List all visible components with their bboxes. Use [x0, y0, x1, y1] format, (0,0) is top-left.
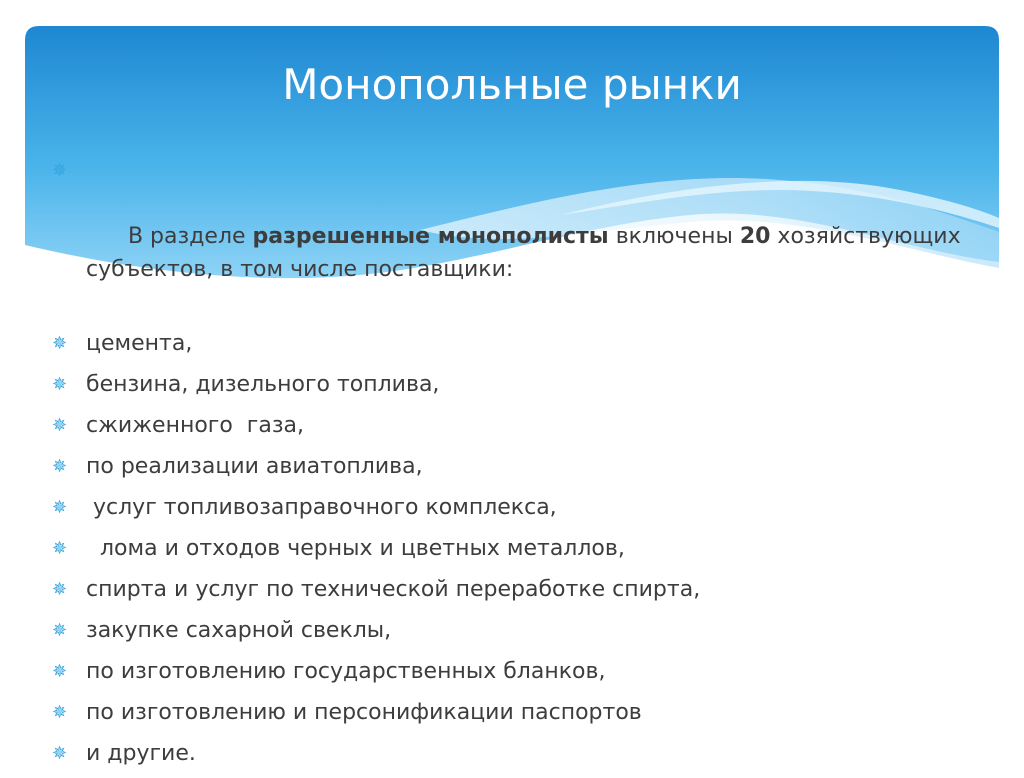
- list-item: [52, 614, 982, 647]
- list-item-text: по изготовлению и персонификации паспортов: [86, 700, 642, 725]
- list-item-text: лома и отходов черных и цветных металлов,: [86, 536, 625, 561]
- asterisk-bullet-icon: ✵: [52, 160, 68, 181]
- list-item-text: по изготовлению государственных бланков,: [86, 659, 606, 684]
- intro-text-1: В разделе: [127, 224, 253, 249]
- slide-title: Монопольные рынки: [282, 60, 742, 109]
- intro-text-3: хозяйствующих субъектов, в том числе поставщики:: [86, 224, 968, 282]
- list-item-text: сжиженного газа,: [86, 413, 305, 438]
- list-item-text: спирта и услуг по технической переработке спирта,: [86, 577, 701, 602]
- list-item: [52, 409, 982, 442]
- list-item: [52, 655, 982, 688]
- asterisk-bullet-icon: ✵: [52, 702, 68, 723]
- asterisk-bullet-icon: ✵: [52, 743, 68, 764]
- list-item-text: бензина, дизельного топлива,: [86, 372, 440, 397]
- asterisk-bullet-icon: ✵: [52, 538, 68, 559]
- asterisk-bullet-icon: ✵: [52, 497, 68, 518]
- list-item: [52, 696, 982, 729]
- list-item-text: закупке сахарной свеклы,: [86, 618, 392, 643]
- list-item: [52, 450, 982, 483]
- list-item: [52, 368, 982, 401]
- list-item-text: услуг топливозаправочного комплекса,: [86, 495, 557, 520]
- intro-text-2: включены: [608, 224, 740, 249]
- list-item-text: по реализации авиатоплива,: [86, 454, 423, 479]
- list-item: [52, 491, 982, 524]
- asterisk-bullet-icon: ✵: [52, 374, 68, 395]
- list-item: [52, 737, 982, 770]
- asterisk-bullet-icon: ✵: [52, 333, 68, 354]
- list-item: [52, 327, 982, 360]
- list-item-text: цемента,: [86, 331, 193, 356]
- intro-bullet: [52, 154, 982, 319]
- asterisk-bullet-icon: ✵: [52, 579, 68, 600]
- list-item-text: и другие.: [86, 741, 196, 766]
- intro-bold-count: 20: [739, 224, 771, 249]
- list-item: [52, 532, 982, 565]
- asterisk-bullet-icon: ✵: [52, 456, 68, 477]
- list-item: [52, 573, 982, 606]
- asterisk-bullet-icon: ✵: [52, 661, 68, 682]
- asterisk-bullet-icon: ✵: [52, 415, 68, 436]
- asterisk-bullet-icon: ✵: [52, 620, 68, 641]
- intro-bold-monopolists: разрешенные монополисты: [252, 224, 609, 249]
- bullet-list: [52, 154, 982, 778]
